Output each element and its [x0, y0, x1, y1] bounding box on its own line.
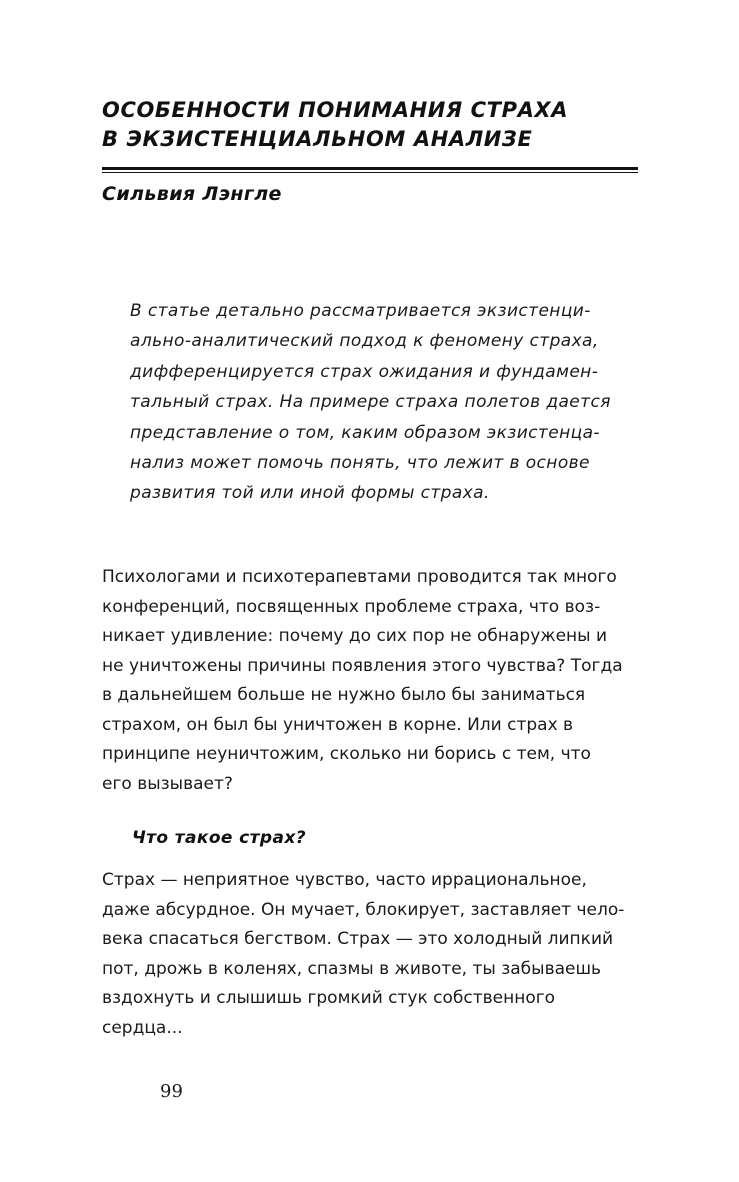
title-rule-thick	[102, 167, 638, 170]
paragraph-line: принципе неуничтожим, сколько ни борись с тем, что	[102, 744, 591, 764]
abstract-line: ально-аналитический подход к феномену страха,	[130, 331, 599, 352]
abstract	[130, 296, 635, 509]
page-number: 99	[160, 1081, 183, 1102]
paragraph-line: Психологами и психотерапевтами проводится так много	[102, 567, 617, 587]
abstract-line: дифференцируется страх ожидания и фундамен-	[130, 361, 599, 382]
intro-paragraph	[102, 563, 642, 799]
paragraph-line: его вызывает?	[102, 773, 233, 794]
section-paragraph	[102, 866, 642, 1043]
paragraph-line: в дальнейшем больше не нужно было бы заниматься	[102, 685, 586, 705]
author-name: Сильвия Лэнгле	[102, 183, 282, 205]
abstract-line: развития той или иной формы страха.	[130, 483, 490, 504]
paragraph-line: сердца...	[102, 1017, 183, 1038]
title-line: В ЭКЗИСТЕНЦИАЛЬНОМ АНАЛИЗЕ	[102, 127, 533, 151]
title-rule-thin	[102, 172, 638, 173]
abstract-line: представление о том, каким образом экзистенца-	[130, 422, 600, 443]
paragraph-line: конференций, посвященных проблеме страха, что воз-	[102, 596, 601, 617]
abstract-line: В статье детально рассматривается экзистенци-	[130, 301, 591, 321]
paragraph-line: не уничтожены причины появления этого чувства? Тогда	[102, 655, 623, 676]
paragraph-line: века спасаться бегством. Страх — это холодный липкий	[102, 929, 614, 949]
paragraph-line: пот, дрожь в коленях, спазмы в животе, ты забываешь	[102, 958, 602, 979]
paragraph-line: Страх — неприятное чувство, часто иррациональное,	[102, 870, 587, 890]
title-line: ОСОБЕННОСТИ ПОНИМАНИЯ СТРАХА	[102, 98, 569, 122]
paragraph-line: страхом, он был бы уничтожен в корне. Или страх в	[102, 714, 574, 735]
article-title	[102, 96, 642, 154]
paragraph-line: вздохнуть и слышишь громкий стук собственного	[102, 988, 556, 1008]
section-subheading: Что такое страх?	[132, 828, 306, 848]
abstract-line: нализ может помочь понять, что лежит в основе	[130, 453, 590, 474]
paragraph-line: даже абсурдное. Он мучает, блокирует, заставляет чело-	[102, 899, 625, 920]
abstract-line: тальный страх. На примере страха полетов дается	[130, 392, 611, 413]
paragraph-line: никает удивление: почему до сих пор не обнаружены и	[102, 626, 608, 646]
